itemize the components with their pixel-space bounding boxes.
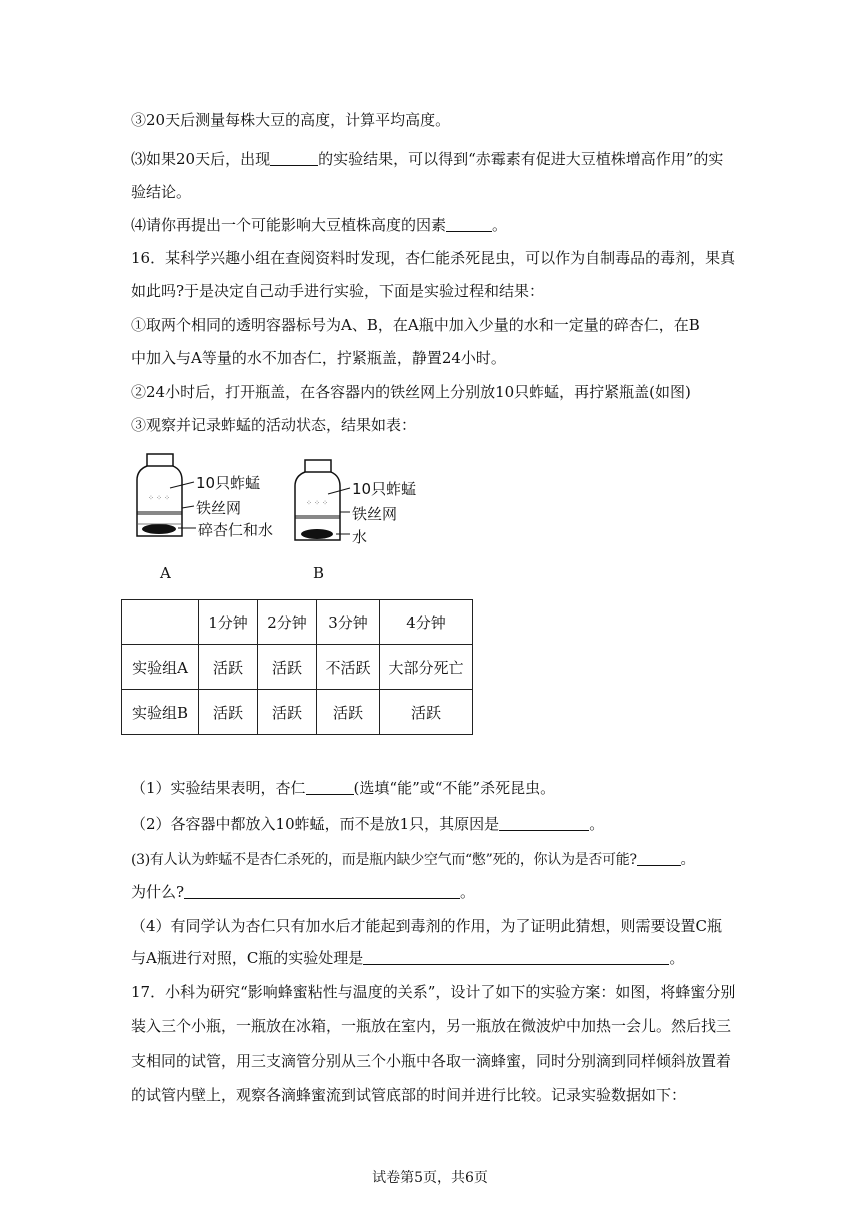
table-cell: 实验组A [122,645,199,690]
text: ②24小时后，打开瓶盖，在各容器内的铁丝网上分别放10只蚱蜢，再拧紧瓶盖(如图) [131,383,691,401]
text: （1）实验结果表明，杏仁 [131,779,306,797]
text: （4）有同学认为杏仁只有加水后才能起到毒剂的作用，为了证明此猜想，则需要设置C瓶 [131,917,723,935]
text-line [131,382,691,402]
text: 中加入与A等量的水不加杏仁，拧紧瓶盖，静置24小时。 [131,349,506,367]
text: 如此吗?于是决定自己动手进行实验，下面是实验过程和结果： [131,282,545,300]
jar-b-label-wire-mesh: 铁丝网 [352,505,398,523]
question-3 [131,850,694,870]
experiment-figure [132,452,432,592]
jars-illustration [132,452,432,552]
text-line [131,281,544,301]
text: 为什么? [131,883,185,901]
question-16-text [131,248,735,268]
text-line [131,348,506,368]
text: 17．小科为研究“影响蜂蜜粘性与温度的关系”，设计了如下的实验方案：如图，将蜂蜜分别 [131,983,736,1001]
jar-a-label-wire-mesh: 铁丝网 [196,499,242,517]
result-table [121,599,473,735]
table-header-cell: 4分钟 [380,600,473,645]
jar-a-caption: A [160,564,171,582]
jar-a-label-grasshoppers: 10只蚱蜢 [196,474,261,492]
text: 的实验结果，可以得到“赤霉素有促进大豆植株增高作用”的实 [318,150,724,168]
text-line [131,182,191,202]
text-line [131,1016,731,1036]
table-cell: 活跃 [317,690,380,735]
text-line [131,315,700,335]
text: 。 [492,216,508,234]
table-header-row [122,600,473,645]
table-cell: 活跃 [199,645,258,690]
text: 的试管内壁上，观察各滴蜂蜜流到试管底部的时间并进行比较。记录实验数据如下： [131,1086,687,1104]
question-17-text [131,982,735,1002]
page-footer: 试卷第5页，共6页 [372,1170,488,1186]
text: 16．某科学兴趣小组在查阅资料时发现，杏仁能杀死昆虫，可以作为自制毒品的毒剂，果真 [131,249,736,267]
jar-b-label-contents: 水 [352,528,368,546]
answer-blank[interactable] [306,779,354,795]
table-row [122,690,473,735]
text: (3)有人认为蚱蜢不是杏仁杀死的，而是瓶内缺少空气而“憋”死的，你认为是否可能? [131,852,637,868]
answer-blank[interactable] [363,949,669,965]
text: ⑶如果20天后，出现 [131,150,271,168]
table-cell: 活跃 [380,690,473,735]
answer-blank[interactable] [446,216,492,232]
text: 装入三个小瓶，一瓶放在冰箱，一瓶放在室内，另一瓶放在微波炉中加热一会儿。然后找三 [131,1017,732,1035]
text: 。 [680,852,695,868]
table-row [122,645,473,690]
question-1 [131,778,555,798]
table-cell: 不活跃 [317,645,380,690]
answer-blank[interactable] [270,150,318,166]
text-line [131,1085,686,1105]
text-line [131,110,450,130]
table-cell: 活跃 [258,690,317,735]
table-header-cell: 3分钟 [317,600,380,645]
jar-b-icon [295,460,350,540]
answer-blank[interactable] [184,883,460,899]
text: 。 [669,949,685,967]
table-cell: 活跃 [258,645,317,690]
text: ⑷请你再提出一个可能影响大豆植株高度的因素 [131,216,447,234]
text: ③20天后测量每株大豆的高度，计算平均高度。 [131,111,451,129]
table-header-cell: 2分钟 [258,600,317,645]
table-header-cell [122,600,199,645]
question-4 [131,916,722,936]
jar-a-label-contents: 碎杏仁和水 [198,521,274,539]
text: (选填“能”或“不能”杀死昆虫。 [353,779,556,797]
jar-b-label-grasshoppers: 10只蚱蜢 [352,480,417,498]
text-line [131,948,684,968]
answer-blank[interactable] [499,815,589,831]
text-line [131,149,723,169]
jar-a-icon [137,454,196,536]
text: 。 [460,883,476,901]
text: 。 [589,815,605,833]
text-line [131,882,475,902]
text: （2）各容器中都放入10蚱蜢，而不是放1只，其原因是 [131,815,500,833]
text: ③观察并记录蚱蜢的活动状态，结果如表： [131,416,417,434]
answer-blank[interactable] [637,850,681,866]
text: ①取两个相同的透明容器标号为A、B，在A瓶中加入少量的水和一定量的碎杏仁，在B [131,316,700,334]
text: 与A瓶进行对照，C瓶的实验处理是 [131,949,364,967]
table-cell: 实验组B [122,690,199,735]
table-cell: 活跃 [199,690,258,735]
question-2 [131,814,604,834]
jar-b-caption: B [313,564,325,582]
svg-text:⁘ ⁘ ⁘: ⁘ ⁘ ⁘ [306,499,329,507]
text: 验结论。 [131,183,192,201]
table-header-cell: 1分钟 [199,600,258,645]
table-cell: 大部分死亡 [380,645,473,690]
text-line [131,415,416,435]
text-line [131,1051,731,1071]
text-line [131,215,507,235]
text: 支相同的试管，用三支滴管分别从三个小瓶中各取一滴蜂蜜，同时分别滴到同样倾斜放置着 [131,1052,732,1070]
svg-text:⁘ ⁘ ⁘: ⁘ ⁘ ⁘ [148,494,171,502]
